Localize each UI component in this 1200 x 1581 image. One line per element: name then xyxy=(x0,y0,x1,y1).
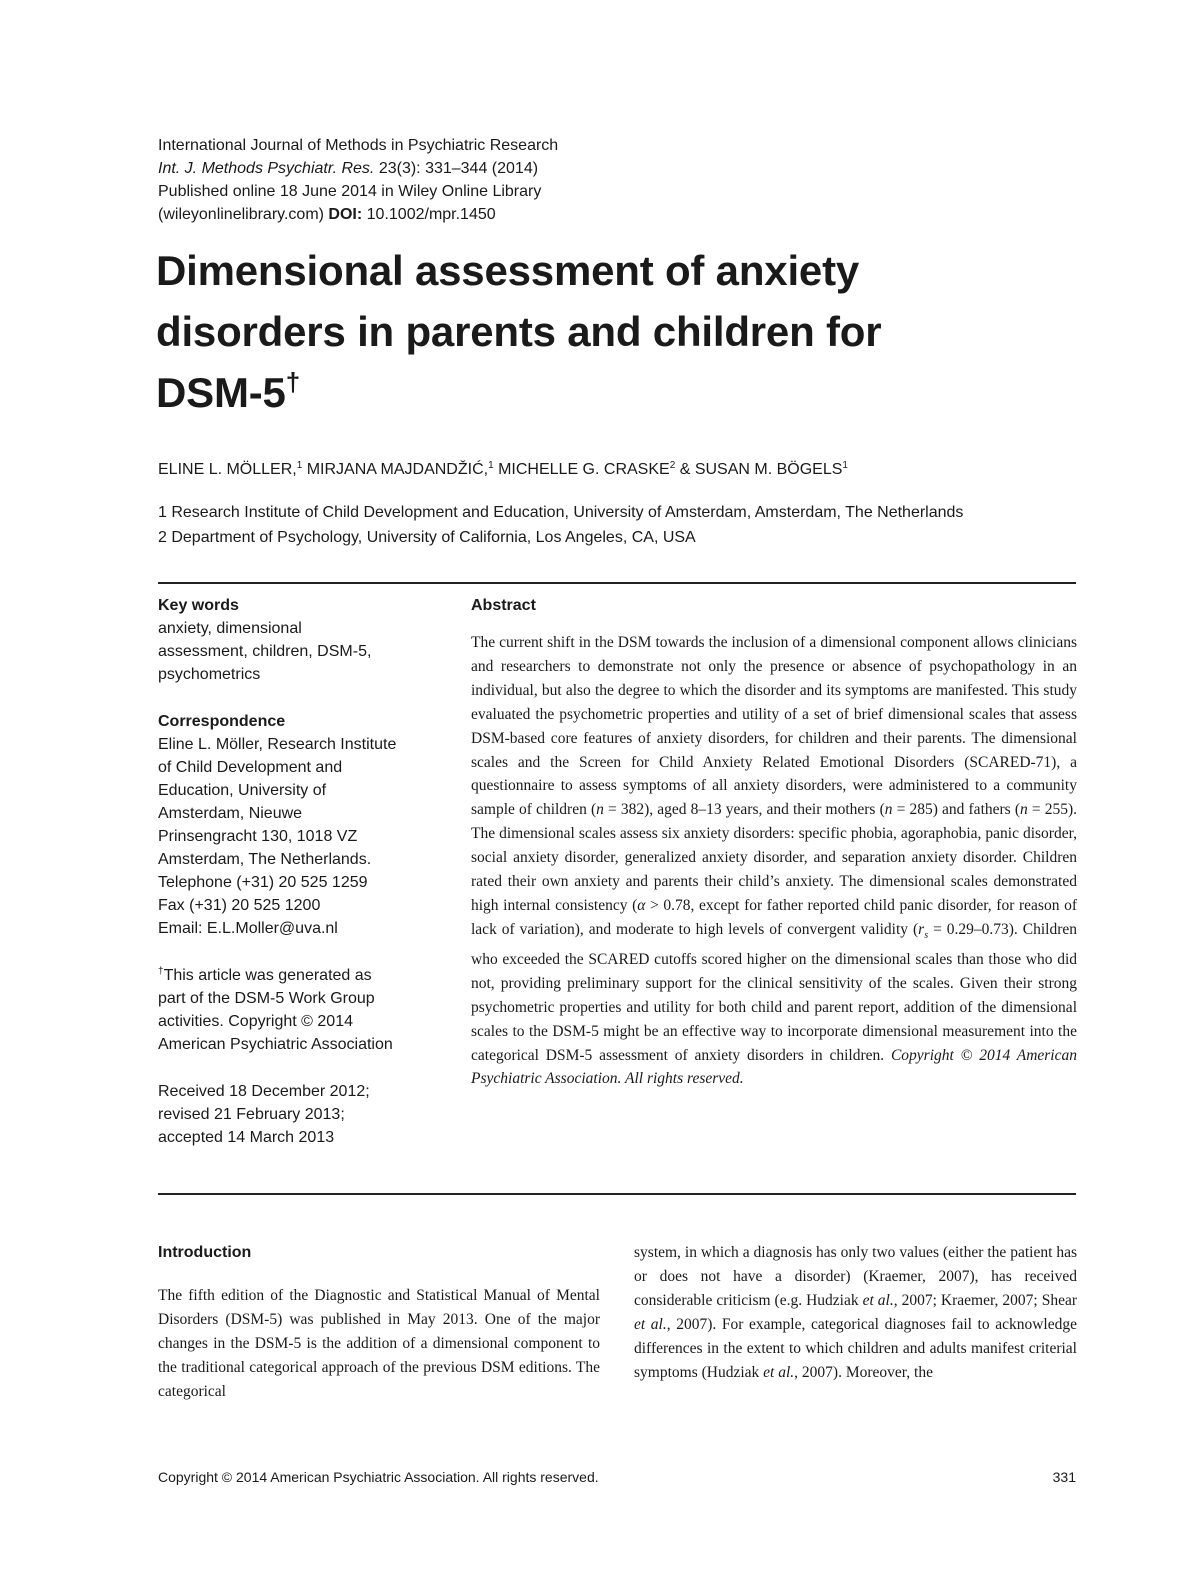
correspondence-line: Prinsengracht 130, 1018 VZ xyxy=(158,828,358,845)
author-1: ELINE L. MÖLLER, xyxy=(158,461,297,478)
title-dagger: † xyxy=(285,367,300,397)
author-1-affil: 1 xyxy=(296,460,303,471)
citation-volume: 23(3): 331–344 (2014) xyxy=(374,160,539,177)
dsm-note-line: part of the DSM-5 Work Group xyxy=(158,990,375,1007)
affiliation-1: 1 Research Institute of Child Development and Education, University of Amsterdam, Amsterdam, The Netherlands xyxy=(158,504,964,521)
note-dagger: † xyxy=(158,966,164,977)
correspondence-line: Education, University of xyxy=(158,782,327,799)
author-list xyxy=(158,459,848,481)
note-text: This article was generated as xyxy=(163,967,372,984)
title-line-3: DSM-5 xyxy=(156,369,286,416)
abstract-copyright: Copyright © 2014 American Psychiatric Association. All rights reserved. xyxy=(471,1046,1077,1088)
abstract-segment: The current shift in the DSM towards the inclusion of a dimensional component allows clinicians and researchers to demonstrate not only the presence or absence of psychopathology in an individual, but also the degree to which the disorder and its symptoms are manifested. This study evaluated the psychometric properties and utility of a set of brief dimensional scales that assess DSM-based core features of anxiety disorders, for children and their parents. The dimensional scales and the Screen for Child Anxiety Related Emotional Disorders (SCARED-71), a questionnaire to assess symptoms of all anxiety disorders, were administered to a community sample of children ( xyxy=(471,634,1077,819)
author-2-affil: 1 xyxy=(488,460,494,471)
abstract-text xyxy=(471,631,1077,1091)
abstract-symbol: n xyxy=(884,801,893,819)
introduction-left-column xyxy=(158,1241,600,1404)
correspondence-line: Eline L. Möller, Research Institute xyxy=(158,736,397,753)
keywords-heading: Key words xyxy=(158,597,239,614)
article-title xyxy=(156,240,1056,423)
abstract-subscript: s xyxy=(924,929,929,941)
dsm-note-line: activities. Copyright © 2014 xyxy=(158,1013,353,1030)
abstract-segment: > 0.78, except for father reported child panic disorder, for reason of lack of variation), and moderate to high levels of convergent validity ( xyxy=(471,896,1077,938)
abstract-segment: = 285) and fathers ( xyxy=(892,801,1020,819)
title-line-1: Dimensional assessment of anxiety xyxy=(156,247,860,294)
abstract-segment: = 255). The dimensional scales assess six anxiety disorders: specific phobia, agoraphobia, panic disorder, social anxiety disorder, generalized anxiety disorder, and separation anxiety disorder. Children rated their own anxiety and parents their child’s anxiety. The dimensional scales demonstrated high internal consistency ( xyxy=(471,801,1078,914)
abstract-symbol: α xyxy=(637,896,646,914)
footer-copyright: Copyright © 2014 American Psychiatric Association. All rights reserved. xyxy=(158,1469,599,1485)
top-divider xyxy=(158,582,1076,584)
intro-segment: , 2007). Moreover, the xyxy=(794,1363,933,1381)
keywords-line: assessment, children, DSM-5, xyxy=(158,643,372,660)
keywords-line: psychometrics xyxy=(158,666,261,683)
received-date: Received 18 December 2012; xyxy=(158,1083,370,1100)
correspondence-line: Amsterdam, Nieuwe xyxy=(158,805,303,822)
abstract-symbol: r xyxy=(918,920,925,938)
intro-segment: system, in which a diagnosis has only two values (either the patient has or does not have a disorder) (Kraemer, 2007), has received considerable criticism (e.g. Hudziak xyxy=(634,1244,1077,1309)
title-line-2: disorders in parents and children for xyxy=(156,308,882,355)
introduction-heading: Introduction xyxy=(158,1244,252,1261)
introduction-right-column xyxy=(634,1241,1077,1384)
abstract-segment: = 0.29–0.73). Children who exceeded the SCARED cutoffs scored higher on the dimensional scales than those who did not, providing preliminary support for the clinical sensitivity of the scales. Given their strong psychometric properties and utility for both child and parent report, addition of the dimensional scales to the DSM-5 might be an effective way to incorporate dimensional measurement into the categorical DSM-5 assessment of anxiety disorders in children. xyxy=(471,920,1077,1064)
abstract xyxy=(471,594,1077,1091)
correspondence-heading: Correspondence xyxy=(158,713,286,730)
abstract-symbol: n xyxy=(596,801,604,819)
doi-link[interactable]: 10.1002/mpr.1450 xyxy=(366,206,496,223)
author-4-affil: 1 xyxy=(842,460,848,471)
accepted-date: accepted 14 March 2013 xyxy=(158,1129,335,1146)
affiliations xyxy=(158,500,963,550)
dsm-note-line xyxy=(158,964,448,987)
doi-label: DOI: xyxy=(328,206,363,223)
author-2: MIRJANA MAJDANDŽIĆ, xyxy=(302,461,489,478)
intro-segment: , 2007; Kraemer, 2007; Shear xyxy=(893,1291,1077,1309)
page-number: 331 xyxy=(1052,1469,1076,1485)
author-3-affil: 2 xyxy=(669,460,676,471)
intro-etal: et al. xyxy=(763,1363,795,1381)
correspondence-line: Fax (+31) 20 525 1200 xyxy=(158,897,321,914)
abstract-heading: Abstract xyxy=(471,597,536,614)
correspondence-line: of Child Development and xyxy=(158,759,343,776)
correspondence-line: Amsterdam, The Netherlands. xyxy=(158,851,372,868)
author-4: & SUSAN M. BÖGELS xyxy=(675,461,843,478)
site-url[interactable]: (wileyonlinelibrary.com) xyxy=(158,206,324,223)
correspondence-email[interactable]: Email: E.L.Moller@uva.nl xyxy=(158,920,338,937)
abstract-segment: = 382), aged 8–13 years, and their mothers ( xyxy=(603,801,885,819)
sidebar xyxy=(158,594,448,1149)
dsm-note-line: American Psychiatric Association xyxy=(158,1036,393,1053)
intro-etal: et al. xyxy=(634,1315,667,1333)
correspondence-line: Telephone (+31) 20 525 1259 xyxy=(158,874,368,891)
citation-abbrev: Int. J. Methods Psychiatr. Res. xyxy=(158,160,375,177)
citation xyxy=(158,157,858,180)
doi-line xyxy=(158,203,858,226)
introduction-text: The fifth edition of the Diagnostic and Statistical Manual of Mental Disorders (DSM-5) was published in May 2013. One of the major changes in the DSM-5 is the addition of a dimensional component to the traditional categorical approach of the previous DSM editions. The categorical xyxy=(158,1287,600,1400)
revised-date: revised 21 February 2013; xyxy=(158,1106,345,1123)
keywords-line: anxiety, dimensional xyxy=(158,620,302,637)
introduction-text-continued xyxy=(634,1241,1077,1384)
affiliation-2: 2 Department of Psychology, University of California, Los Angeles, CA, USA xyxy=(158,529,696,546)
journal-header xyxy=(158,134,858,226)
bottom-divider xyxy=(158,1193,1076,1195)
intro-etal: et al. xyxy=(862,1291,894,1309)
journal-name: International Journal of Methods in Psychiatric Research xyxy=(158,137,559,154)
abstract-symbol: n xyxy=(1019,801,1028,819)
author-3: MICHELLE G. CRASKE xyxy=(493,461,670,478)
intro-segment: , 2007). For example, categorical diagnoses fail to acknowledge differences in the extent to which children and adults manifest criterial symptoms (Hudziak xyxy=(634,1315,1077,1381)
published-online: Published online 18 June 2014 in Wiley Online Library xyxy=(158,183,542,200)
